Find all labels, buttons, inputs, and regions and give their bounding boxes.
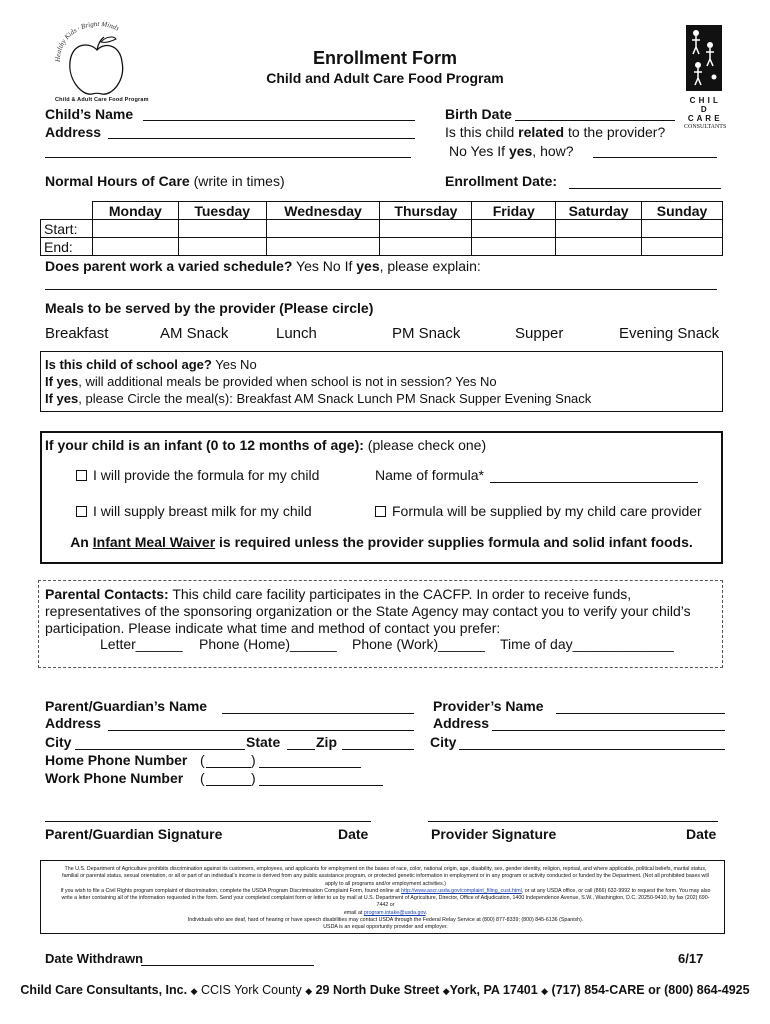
end-cell[interactable] — [380, 238, 472, 256]
usda-nondiscrimination-statement — [58, 866, 713, 932]
parent-city-label: City — [45, 734, 72, 750]
day-header: Saturday — [556, 202, 642, 220]
meal-am-snack[interactable]: AM Snack — [160, 325, 229, 342]
parent-name-field[interactable] — [222, 698, 414, 714]
parent-signature-label: Parent/Guardian Signature — [45, 826, 223, 842]
provider-address-label: Address — [433, 715, 490, 731]
schedule-table — [40, 201, 723, 256]
work-phone-paren-close: ) — [251, 770, 256, 786]
parent-name-label: Parent/Guardian’s Name — [45, 698, 208, 714]
parental-contacts-text: Parental Contacts: This child care facility participates in the CACFP. In order to receive funds, representatives of the sponsoring organization or the State Agency may contact you to verify your child’s participation. Please indicate what time and method of contact you prefer: — [45, 586, 691, 636]
end-cell[interactable] — [472, 238, 556, 256]
childs-name-label: Child’s Name — [45, 106, 134, 122]
day-header: Tuesday — [178, 202, 266, 220]
form-title: Enrollment Form — [312, 48, 457, 68]
parent-state-label: State — [246, 734, 281, 750]
meals-heading: Meals to be served by the provider (Please circle) — [45, 300, 374, 316]
parent-address-label: Address — [45, 715, 102, 731]
enrollment-date-field[interactable] — [569, 173, 721, 189]
provider-date-label: Date — [686, 826, 717, 842]
contact-time-of-day[interactable]: Time of day_____________ — [500, 636, 674, 652]
end-cell[interactable] — [92, 238, 178, 256]
related-question: Is this child related to the provider? — [445, 124, 666, 140]
birth-date-field[interactable] — [515, 106, 675, 121]
normal-hours-label: Normal Hours of Care (write in times) — [45, 173, 285, 189]
child-care-consultants-logo — [684, 25, 727, 130]
parent-state-field[interactable] — [287, 734, 315, 750]
related-how-field[interactable] — [593, 143, 717, 158]
organization-footer: Child Care Consultants, Inc. ◆ CCIS York County ◆ 29 North Duke Street ◆York, PA 17401 ◆ (717) 854-CARE or (800) 864-4925 — [20, 983, 750, 997]
day-header: Sunday — [642, 202, 723, 220]
home-phone-area-code[interactable] — [206, 752, 251, 768]
contact-phone-work[interactable]: Phone (Work)______ — [352, 636, 485, 652]
form-version: 6/17 — [678, 951, 704, 966]
school-age-question: Is this child of school age? Yes No — [45, 357, 257, 372]
program-intake-email-link[interactable]: program.intake@usda.gov — [363, 909, 426, 916]
complaint-form-link[interactable]: http://www.ascr.usda.gov/complaint_filing_cust.html — [401, 887, 522, 894]
fine-print-p4: Individuals who are deaf, hard of hearing or have speech disabilities may contact USDA through the Federal Relay Service at (800) 877-8339; (800) 845-6136 (Spanish). — [187, 917, 584, 924]
day-header: Wednesday — [266, 202, 380, 220]
schedule-start-row — [41, 220, 723, 238]
childs-name-field[interactable] — [143, 106, 415, 121]
school-additional-meals-question: If yes, will additional meals be provided when school is not in session? Yes No — [45, 374, 497, 389]
home-phone-paren-close: ) — [251, 752, 256, 768]
work-phone-label: Work Phone Number — [45, 770, 184, 786]
logo-text-consultants: CONSULTANTS — [684, 124, 727, 130]
day-header: Thursday — [380, 202, 472, 220]
start-cell[interactable] — [266, 220, 380, 238]
work-phone-field[interactable] — [259, 770, 383, 786]
meal-lunch[interactable]: Lunch — [276, 325, 317, 342]
work-phone-area-code[interactable] — [206, 770, 251, 786]
school-meals-circle: If yes, please Circle the meal(s): Breakfast AM Snack Lunch PM Snack Supper Evening Snack — [45, 391, 592, 406]
enrollment-date-label: Enrollment Date: — [445, 173, 558, 189]
address-field[interactable] — [108, 124, 415, 139]
provider-signature-field[interactable] — [428, 806, 718, 822]
contact-phone-home[interactable]: Phone (Home)______ — [199, 636, 337, 652]
related-answer: No Yes If yes, how? — [449, 143, 574, 159]
fine-print-p5: USDA is an equal opportunity provider and employer. — [323, 924, 448, 931]
birth-date-label: Birth Date — [445, 106, 512, 122]
provider-address-field[interactable] — [492, 715, 725, 731]
end-cell[interactable] — [556, 238, 642, 256]
provider-name-label: Provider’s Name — [433, 698, 544, 714]
logo-caption: Child & Adult Care Food Program — [55, 97, 149, 103]
checkbox[interactable] — [76, 470, 87, 481]
meal-supper[interactable]: Supper — [515, 325, 564, 342]
parent-zip-field[interactable] — [342, 734, 414, 750]
address-label: Address — [45, 124, 102, 140]
provider-signature-label: Provider Signature — [431, 826, 557, 842]
contact-letter[interactable]: Letter______ — [100, 636, 183, 652]
row-label-start: Start: — [41, 220, 93, 238]
schedule-corner — [41, 202, 93, 220]
home-phone-label: Home Phone Number — [45, 752, 188, 768]
parent-date-label: Date — [338, 826, 369, 842]
parent-signature-field[interactable] — [45, 806, 371, 822]
work-phone-paren-open: ( — [200, 770, 205, 786]
start-cell[interactable] — [642, 220, 723, 238]
infant-option-breast-milk[interactable]: I will supply breast milk for my child — [76, 503, 312, 519]
end-cell[interactable] — [266, 238, 380, 256]
start-cell[interactable] — [380, 220, 472, 238]
address-field-2[interactable] — [45, 143, 411, 158]
checkbox[interactable] — [375, 506, 386, 517]
varied-schedule-question: Does parent work a varied schedule? Yes No If yes, please explain: — [45, 258, 481, 274]
date-withdrawn-field[interactable] — [141, 951, 314, 966]
checkbox[interactable] — [76, 506, 87, 517]
meal-evening-snack[interactable]: Evening Snack — [619, 325, 720, 342]
start-cell[interactable] — [556, 220, 642, 238]
infant-meal-waiver-note: An Infant Meal Waiver is required unless the provider supplies formula and solid infant foods. — [70, 534, 693, 550]
schedule-header-row — [41, 202, 723, 220]
meal-breakfast[interactable]: Breakfast — [45, 325, 109, 342]
end-cell[interactable] — [178, 238, 266, 256]
provider-city-field[interactable] — [459, 734, 725, 750]
logo-arc-text: Healthy Kids · Bright Minds — [53, 22, 121, 63]
fine-print-p1: The U.S. Department of Agriculture prohibits discrimination against its customers, employees, and applicants for employment on the bases of race, color, national origin, age, disability, sex, gender identity, religion, reprisal, and where applicable, political beliefs, marital status, familial or parental status, sexual orientation, or all or part of an individual’s income is derived from any public assistance program, or protected genetic information in employment or in any program or activity conducted or funded by the Department. (Not all prohibited bases will apply to all programs and/or employment activities.) — [62, 866, 709, 887]
provider-name-field[interactable] — [556, 698, 725, 714]
row-label-end: End: — [41, 238, 93, 256]
meal-pm-snack[interactable]: PM Snack — [392, 325, 461, 342]
infant-option-provide-formula[interactable]: I will provide the formula for my child — [76, 467, 319, 483]
end-cell[interactable] — [642, 238, 723, 256]
provider-city-label: City — [430, 734, 457, 750]
day-header: Monday — [92, 202, 178, 220]
infant-option-provider-formula[interactable]: Formula will be supplied by my child care provider — [375, 503, 702, 519]
form-subtitle: Child and Adult Care Food Program — [266, 70, 504, 86]
home-phone-field[interactable] — [259, 752, 361, 768]
logo-text-child: C H I L D — [689, 96, 719, 114]
start-cell[interactable] — [178, 220, 266, 238]
fine-print-p3: email at program.intake@usda.gov. — [343, 909, 428, 916]
infant-heading: If your child is an infant (0 to 12 months of age): (please check one) — [45, 437, 487, 453]
day-header: Friday — [472, 202, 556, 220]
start-cell[interactable] — [92, 220, 178, 238]
formula-name-label: Name of formula* — [375, 467, 484, 483]
formula-name-field[interactable] — [490, 467, 698, 483]
date-withdrawn-label: Date Withdrawn — [45, 951, 144, 966]
schedule-end-row — [41, 238, 723, 256]
start-cell[interactable] — [472, 220, 556, 238]
varied-schedule-explain-field[interactable] — [45, 274, 717, 290]
parent-city-field[interactable] — [75, 734, 245, 750]
parent-zip-label: Zip — [316, 734, 337, 750]
logo-text-care: C A R E — [687, 114, 721, 123]
home-phone-paren-open: ( — [200, 752, 205, 768]
fine-print-p2: If you wish to file a Civil Rights program complaint of discrimination, complete the USDA Program Discrimination Complaint Form, found online at http://www.ascr.usda.gov/complaint_filing_cust.html, or at any USDA office, or call (866) 632-9992 to request the form. You may also write a letter containing all of the information requested in the form. Send your completed complaint form or letter to us by mail at U.S. Department of Agriculture, Director, Office of Adjudication, 1400 Independence Avenue, S.W., Washington, D.C. 20250-9410, by fax (202) 690-7442 or — [60, 887, 711, 909]
parent-address-field[interactable] — [108, 715, 414, 731]
